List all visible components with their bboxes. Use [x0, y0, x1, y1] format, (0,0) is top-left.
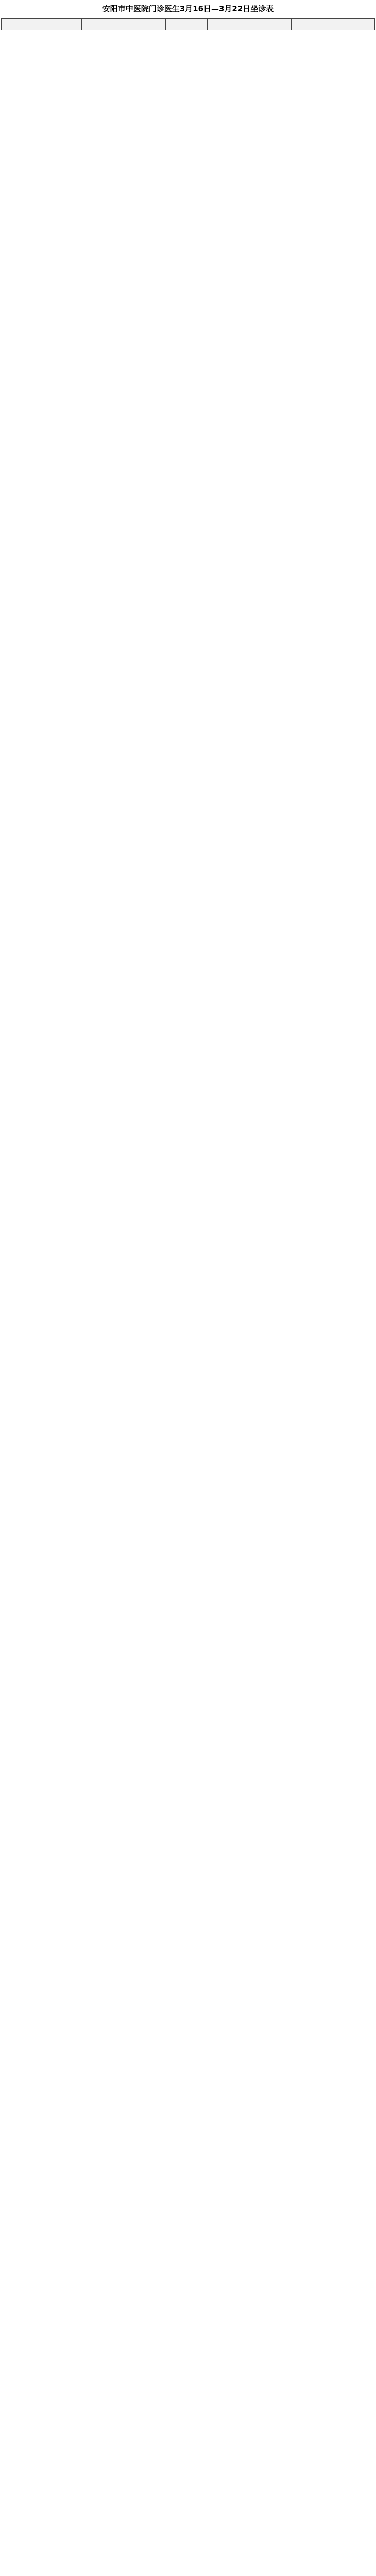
- header-day: [333, 19, 374, 30]
- header-session: [66, 19, 82, 30]
- page-title: 安阳市中医院门诊医生3月16日—3月22日坐诊表: [102, 4, 274, 13]
- header-day: [208, 19, 249, 30]
- header-day: [82, 19, 124, 30]
- header-day: [165, 19, 207, 30]
- header-row: [2, 19, 375, 30]
- header-clinic: [20, 19, 66, 30]
- header-day: [291, 19, 333, 30]
- header-day: [249, 19, 291, 30]
- roster-table: [1, 18, 375, 30]
- header-day: [124, 19, 165, 30]
- roster-page: [1, 0, 375, 30]
- header-dept: [2, 19, 20, 30]
